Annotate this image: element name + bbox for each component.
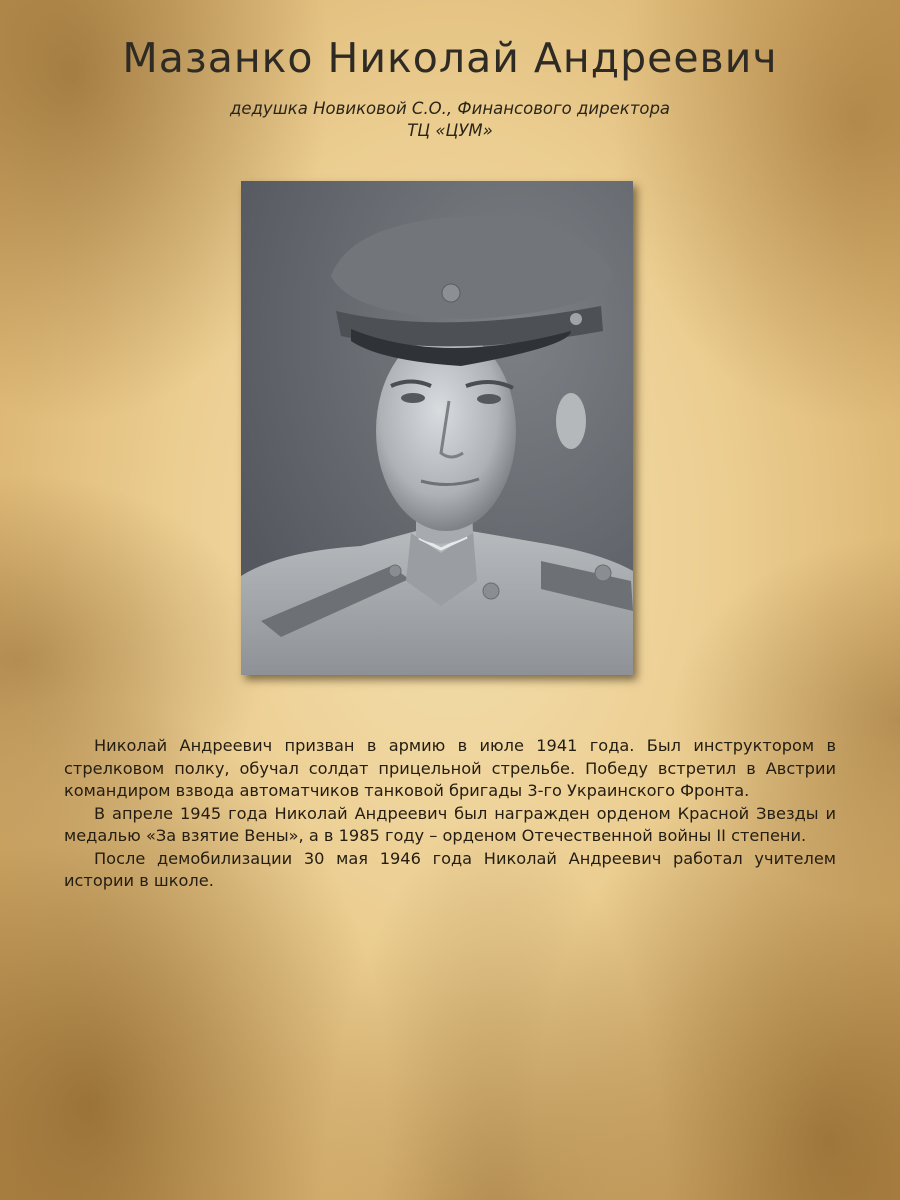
portrait-photo bbox=[241, 181, 633, 675]
biography-paragraph-3: После демобилизации 30 мая 1946 года Николай Андреевич работал учителем истории в школе. bbox=[64, 848, 836, 890]
page-title: Мазанко Николай Андреевич bbox=[122, 34, 778, 82]
portrait-illustration bbox=[241, 181, 633, 675]
biography-paragraph-1: Николай Андреевич призван в армию в июле 1941 года. Был инструктором в стрелковом полку, обучал солдат прицельной стрельбе. Победу встретил в Австрии командиром взвода автоматчиков танковой бригады 3-го Украинского Фронта. bbox=[64, 736, 836, 800]
biography-paragraph-2: В апреле 1945 года Николай Андреевич был награжден орденом Красной Звезды и медалью «За взятие Вены», а в 1985 году – орденом Отечественной войны II степени. bbox=[64, 803, 836, 845]
subtitle-line-2: ТЦ «ЦУМ» bbox=[407, 121, 493, 140]
biography-text bbox=[64, 735, 836, 893]
subtitle bbox=[0, 98, 900, 142]
subtitle-line-1: дедушка Новиковой С.О., Финансового директора bbox=[229, 99, 671, 118]
